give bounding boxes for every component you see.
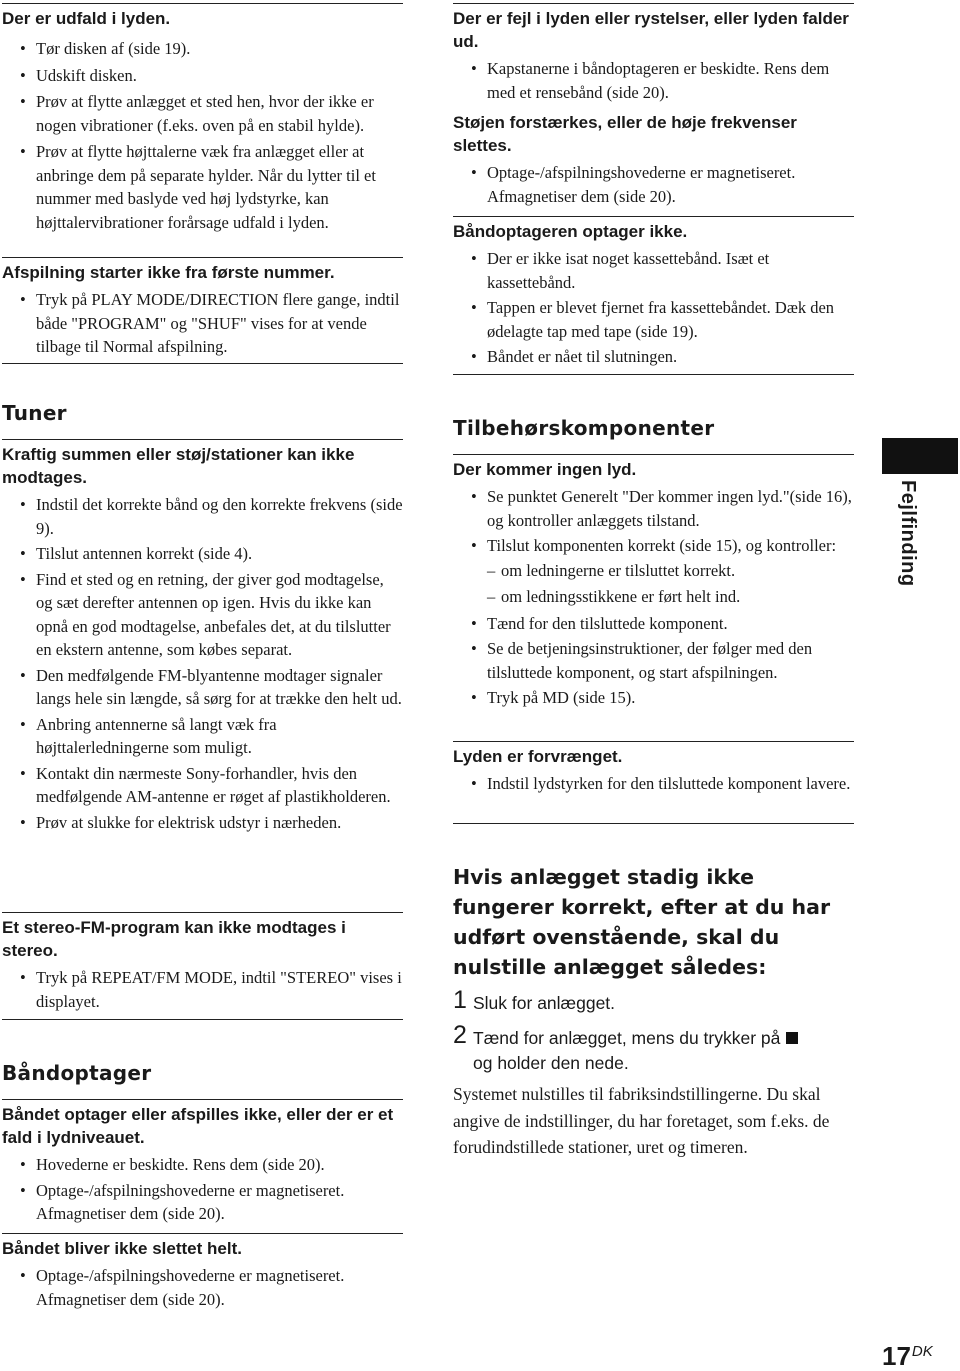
step-1: [453, 986, 854, 1016]
reset-steps: [453, 986, 854, 1076]
list-item: • Båndet er nået til slutningen.: [453, 345, 854, 369]
step-text: Tænd for anlægget, mens du trykker på: [473, 1028, 781, 1048]
question-heading: Båndet optager eller afspilles ikke, eller der er et fald i lydniveauet.: [2, 1105, 394, 1147]
list-item: • Se de betjeningsinstruktioner, der følger med den tilsluttede komponent, og start afspilningen.: [453, 637, 854, 684]
rule: [453, 3, 854, 4]
question-heading: Der kommer ingen lyd.: [453, 460, 637, 479]
dash-list: [453, 558, 854, 610]
rule: [2, 363, 403, 364]
bullet-list: [2, 1264, 403, 1311]
rule: [453, 741, 854, 742]
tuner-title: Tuner: [2, 401, 67, 425]
stereo-fm-section: [2, 912, 403, 1013]
bullet-list: [2, 1153, 403, 1226]
list-item: • Optage-/afspilningshovederne er magnetiseret. Afmagnetiser dem (side 20).: [453, 161, 854, 208]
stop-square-icon: [786, 1032, 798, 1044]
list-item: • Hovederne er beskidte. Rens dem (side 20).: [2, 1153, 403, 1177]
rule: [2, 1019, 403, 1020]
list-item: • Kontakt din nærmeste Sony-forhandler, hvis den medfølgende AM-antenne er røget af plastikholderen.: [2, 762, 403, 809]
bullet-list: [2, 37, 403, 234]
list-item-text: Tilslut komponenten korrekt (side 15), og kontroller:: [487, 536, 837, 555]
list-item: • Find et sted og en retning, der giver god modtagelse, og sæt derefter antennen op igen. Hvis du ikke kan opnå en god modtagelse, anbefales det, at du tilslutter en ekstern antenne, som købes separat.: [2, 568, 403, 662]
tape-erase-section: [2, 1233, 403, 1311]
question-heading: Båndoptageren optager ikke.: [453, 222, 688, 241]
list-item: • Tryk på REPEAT/FM MODE, indtil "STEREO" vises i displayet.: [2, 966, 403, 1013]
dash-item: – om ledningerne er tilsluttet korrekt.: [453, 558, 854, 584]
side-tab-marker: [882, 438, 958, 474]
bullet-list: [453, 247, 854, 369]
side-tab-label: [884, 480, 924, 610]
list-item: • Den medfølgende FM-blyantenne modtager signaler langs hele sin længde, så sørg for at trække den helt ud.: [2, 664, 403, 711]
list-item: • Tappen er blevet fjernet fra kassettebåndet. Dæk den ødelagte tap med tape (side 19).: [453, 296, 854, 343]
side-tab-text: Fejlfinding: [897, 480, 919, 587]
question-heading: Lyden er forvrænget.: [453, 747, 623, 766]
sound-wow-section: [453, 3, 854, 104]
playback-start-section: [2, 257, 403, 359]
noise-section: [453, 111, 854, 208]
page-number: [882, 1337, 933, 1371]
tuner-section: [2, 439, 403, 834]
dash-item: – om ledningsstikkene er ført helt ind.: [453, 584, 854, 610]
bullet-list: [2, 966, 403, 1013]
no-sound-section: [453, 454, 854, 710]
reset-title: Hvis anlægget stadig ikke fungerer korrekt, efter at du har udført ovenstående, skal du nulstille anlægget således:: [453, 865, 831, 979]
bullet-list: [453, 772, 854, 796]
list-item: • Se punktet Generelt "Der kommer ingen lyd."(side 16), og kontroller anlæggets tilstand.: [453, 485, 854, 532]
rule: [453, 454, 854, 455]
question-heading: Der er fejl i lyden eller rystelser, eller lyden falder ud.: [453, 9, 849, 51]
question-heading: Et stereo-FM-program kan ikke modtages i stereo.: [2, 918, 346, 960]
bullet-list: [453, 161, 854, 208]
question-heading: Afspilning starter ikke fra første nummer.: [2, 263, 335, 282]
rule: [2, 257, 403, 258]
list-item: • Tør disken af (side 19).: [2, 37, 403, 61]
rule: [2, 1233, 403, 1234]
question-heading: Båndet bliver ikke slettet helt.: [2, 1239, 242, 1258]
list-item: [453, 534, 854, 558]
list-item: • Optage-/afspilningshovederne er magnetiseret. Afmagnetiser dem (side 20).: [2, 1264, 403, 1311]
rule: [453, 823, 854, 824]
rule: [2, 912, 403, 913]
bullet-list: [453, 612, 854, 710]
list-item: • Tænd for den tilsluttede komponent.: [453, 612, 854, 636]
bullet-list: [2, 493, 403, 834]
tape-no-record-section: [453, 216, 854, 369]
step-text-continued: og holder den nede.: [473, 1053, 629, 1073]
reset-paragraph: Systemet nulstilles til fabriksindstillingerne. Du skal angive de indstillinger, du har foretaget, som f.eks. de forudindstillede stationer, uret og timeren.: [453, 1084, 830, 1157]
question-heading: Støjen forstærkes, eller de høje frekvenser slettes.: [453, 113, 797, 155]
list-item: • Tryk på PLAY MODE/DIRECTION flere gange, indtil både "PROGRAM" og "SHUF" vises for at vende tilbage til Normal afspilning.: [2, 288, 403, 359]
list-item: • Kapstanerne i båndoptageren er beskidte. Rens dem med et rensebånd (side 20).: [453, 57, 854, 104]
rule: [2, 1099, 403, 1100]
list-item: • Tryk på MD (side 15).: [453, 686, 854, 710]
tape-record-section: [2, 1099, 403, 1226]
list-item: • Optage-/afspilningshovederne er magnetiseret. Afmagnetiser dem (side 20).: [2, 1179, 403, 1226]
rule: [2, 439, 403, 440]
bullet-list: [453, 57, 854, 104]
bullet-list: [2, 288, 403, 359]
rule: [453, 374, 854, 375]
step-number: 2: [453, 1021, 467, 1049]
distorted-sound-section: [453, 741, 854, 796]
list-item: • Indstil lydstyrken for den tilsluttede komponent lavere.: [453, 772, 854, 796]
list-item: • Prøv at slukke for elektrisk udstyr i nærheden.: [2, 811, 403, 835]
question-heading: Kraftig summen eller støj/stationer kan ikke modtages.: [2, 445, 355, 487]
step-2: [453, 1021, 854, 1076]
sound-dropout-section: [2, 3, 403, 234]
list-item: • Indstil det korrekte bånd og den korrekte frekvens (side 9).: [2, 493, 403, 540]
list-item: • Anbring antennerne så langt væk fra højttalerledningerne som muligt.: [2, 713, 403, 760]
rule: [2, 3, 403, 4]
list-item: • Prøv at flytte anlægget et sted hen, hvor der ikke er nogen vibrationer (f.eks. oven på en stabil hylde).: [2, 90, 403, 137]
list-item: • Der er ikke isat noget kassettebånd. Isæt et kassettebånd.: [453, 247, 854, 294]
accessories-title: Tilbehørskomponenter: [453, 416, 715, 440]
bullet-list: [453, 485, 854, 558]
list-item: • Prøv at flytte højttalerne væk fra anlægget eller at anbringe dem på separate hylder. Når du lytter til et nummer med baslyde ved høj lydstyrke, kan højttalervibrationer forårsage udfald i lyden.: [2, 140, 403, 234]
page-number-value: 17: [882, 1341, 911, 1371]
step-number: 1: [453, 986, 467, 1014]
list-item: • Tilslut antennen korrekt (side 4).: [2, 542, 403, 566]
question-heading: Der er udfald i lyden.: [2, 9, 171, 28]
tape-title: Båndoptager: [2, 1061, 152, 1085]
list-item: • Udskift disken.: [2, 64, 403, 88]
step-text: Sluk for anlægget.: [473, 993, 616, 1013]
page-number-suffix: DK: [911, 1343, 933, 1360]
rule: [453, 216, 854, 217]
